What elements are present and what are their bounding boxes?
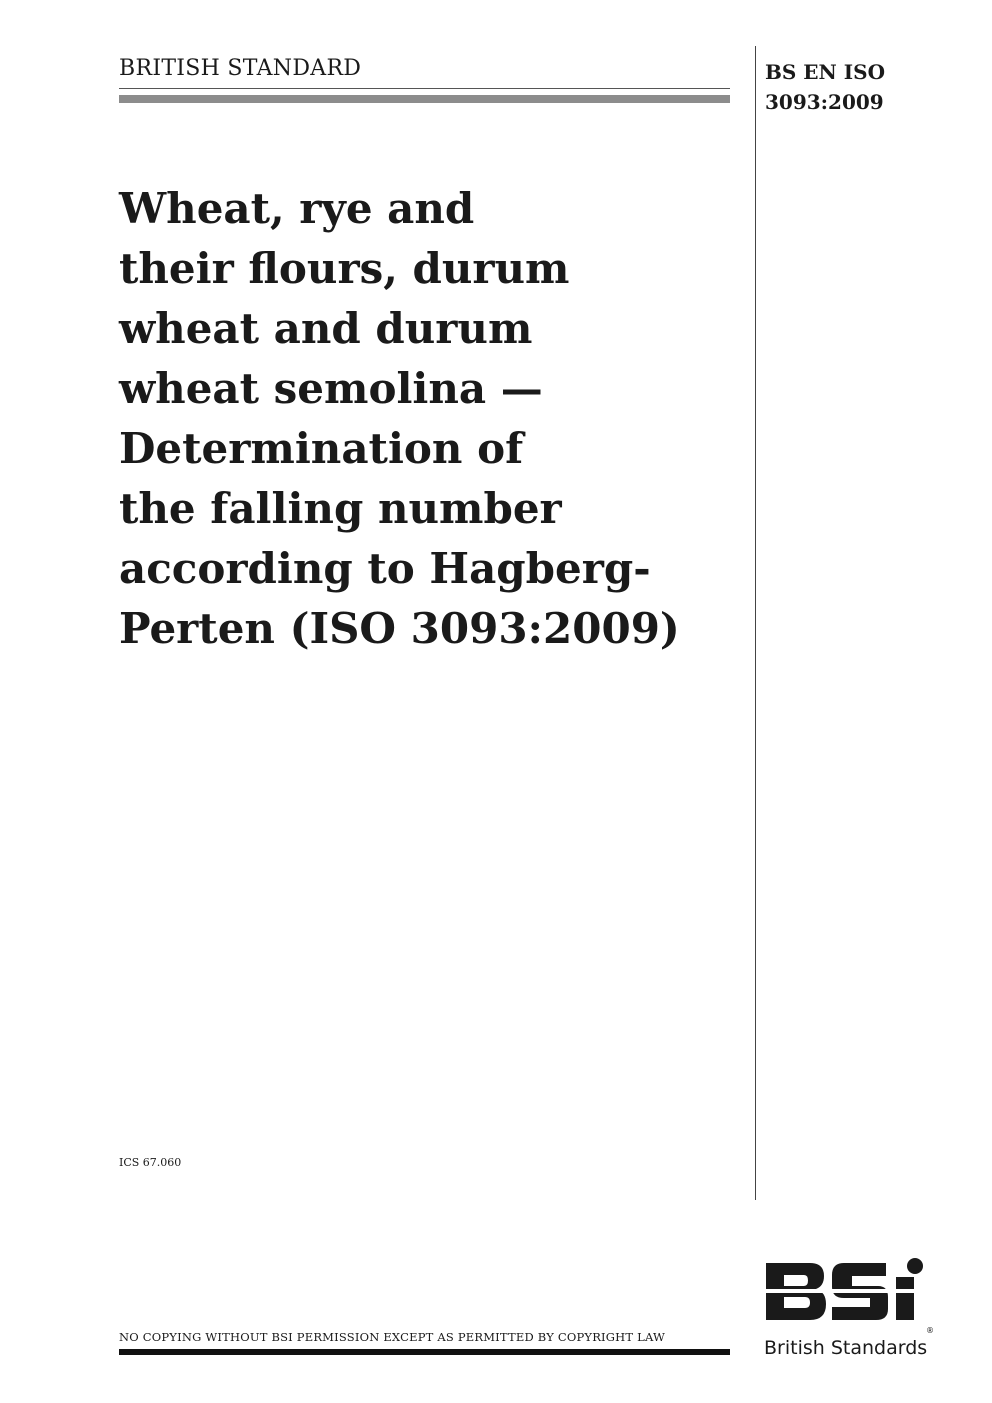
title-line: their flours, durum bbox=[119, 244, 570, 293]
title-line: wheat and durum bbox=[119, 304, 533, 353]
standard-number-line-2: 3093:2009 bbox=[765, 90, 884, 114]
title-line: the falling number bbox=[119, 484, 562, 533]
title-line: wheat semolina — bbox=[119, 364, 543, 413]
ics-code: ICS 67.060 bbox=[119, 1156, 182, 1169]
registered-mark: ® bbox=[926, 1326, 934, 1335]
title-line: Wheat, rye and bbox=[119, 184, 475, 233]
title-line: Perten (ISO 3093:2009) bbox=[119, 604, 680, 653]
vertical-divider bbox=[755, 46, 756, 1200]
standard-type-label: BRITISH STANDARD bbox=[119, 56, 362, 81]
copyright-notice: NO COPYING WITHOUT BSI PERMISSION EXCEPT AS PERMITTED BY COPYRIGHT LAW bbox=[119, 1330, 666, 1344]
standard-number-line-1: BS EN ISO bbox=[765, 60, 886, 84]
header-divider-thin bbox=[119, 88, 730, 89]
document-title bbox=[119, 179, 739, 659]
logo-brand-text: British Standards bbox=[764, 1337, 928, 1359]
title-line: according to Hagberg- bbox=[119, 544, 651, 593]
header-divider-thick bbox=[119, 95, 730, 103]
title-line: Determination of bbox=[119, 424, 524, 473]
footer-divider bbox=[119, 1349, 730, 1355]
standard-number bbox=[765, 57, 885, 117]
